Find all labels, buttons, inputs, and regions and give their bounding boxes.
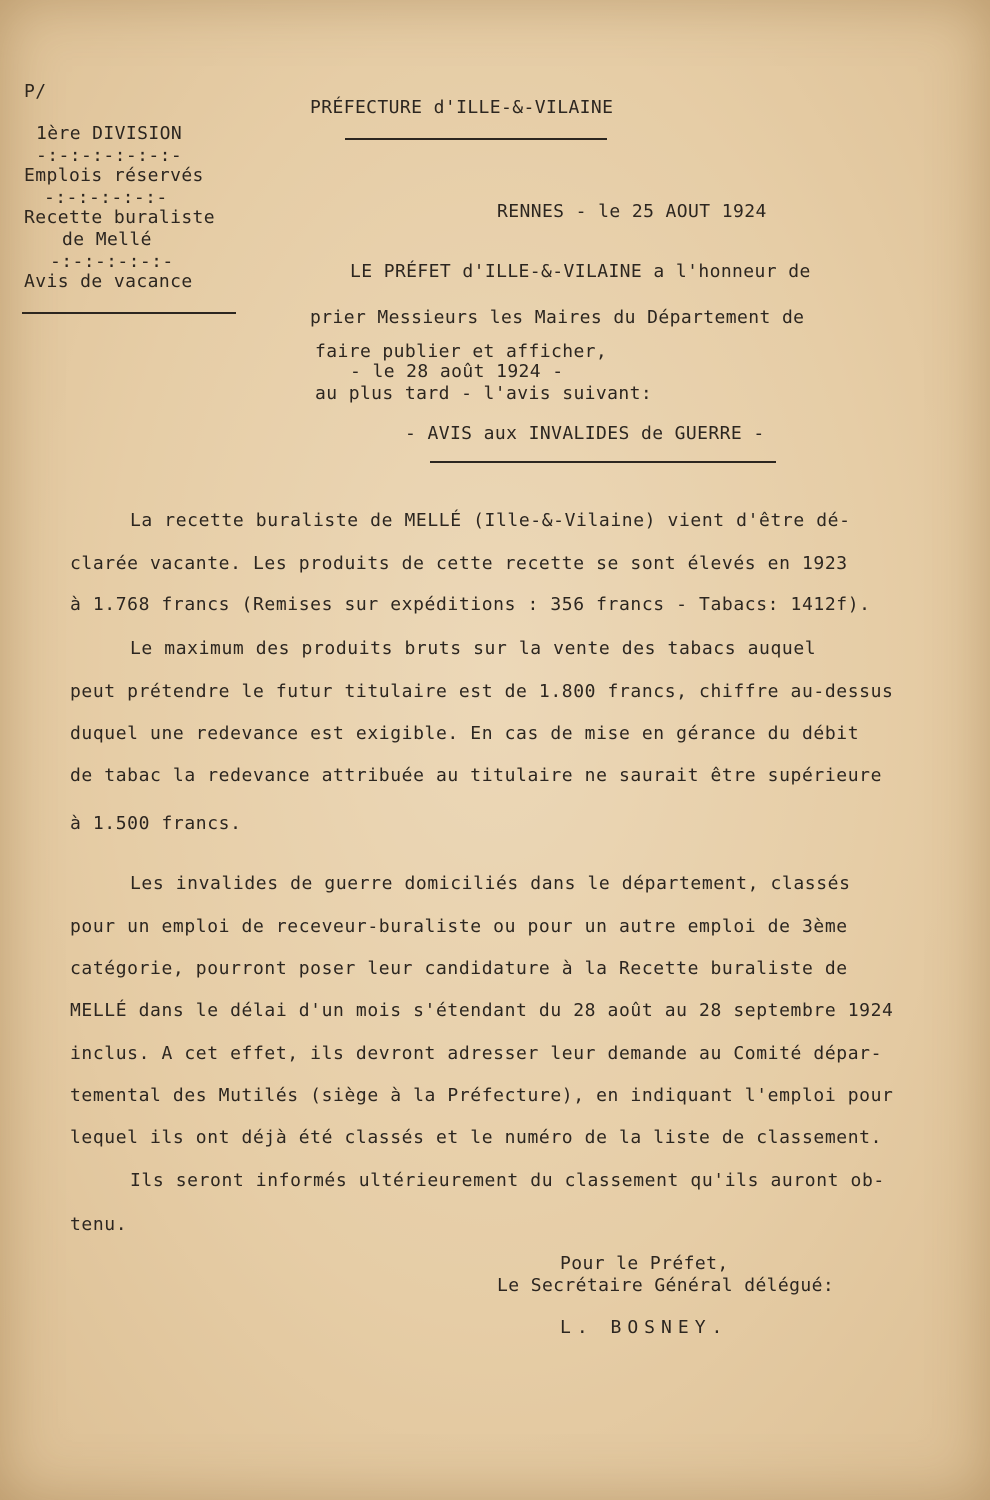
body-line: MELLÉ dans le délai d'un mois s'étendant du 28 août au 28 septembre 1924 <box>70 1000 894 1021</box>
sidebar-separator: -:-:-:-:-:- <box>44 187 168 208</box>
prefecture-heading: PRÉFECTURE d'ILLE-&-VILAINE <box>310 97 614 118</box>
recette-label: Recette buraliste <box>24 207 216 228</box>
avis-label: Avis de vacance <box>24 271 193 292</box>
dateline: RENNES - le 25 AOUT 1924 <box>497 201 767 222</box>
body-line: La recette buraliste de MELLÉ (Ille-&-Vilaine) vient d'être dé- <box>130 510 851 531</box>
intro-line: - le 28 août 1924 - <box>350 361 564 382</box>
intro-line: LE PRÉFET d'ILLE-&-VILAINE a l'honneur de <box>350 261 811 282</box>
sidebar-separator: -:-:-:-:-:- <box>50 251 174 272</box>
body-line: à 1.500 francs. <box>70 813 242 834</box>
intro-line: au plus tard - l'avis suivant: <box>315 383 653 404</box>
body-line: catégorie, pourront poser leur candidature à la Recette buraliste de <box>70 958 848 979</box>
signatory-name: L. BOSNEY. <box>560 1317 729 1338</box>
body-line: temental des Mutilés (siège à la Préfecture), en indiquant l'emploi pour <box>70 1085 894 1106</box>
body-line: Les invalides de guerre domiciliés dans le département, classés <box>130 873 851 894</box>
body-line: Ils seront informés ultérieurement du classement qu'ils auront ob- <box>130 1170 885 1191</box>
reference-mark: P/ <box>24 81 47 102</box>
intro-line: faire publier et afficher, <box>315 341 608 362</box>
division-label: 1ère DIVISION <box>36 123 183 144</box>
sidebar-separator: -:-:-:-:-:-:- <box>36 145 183 166</box>
body-line: tenu. <box>70 1214 128 1235</box>
body-line: Le maximum des produits bruts sur la vente des tabacs auquel <box>130 638 817 659</box>
notice-title-underline <box>430 461 776 463</box>
sidebar-underline <box>22 312 236 314</box>
body-line: clarée vacante. Les produits de cette recette se sont élevés en 1923 <box>70 553 848 574</box>
body-line: lequel ils ont déjà été classés et le numéro de la liste de classement. <box>70 1127 883 1148</box>
body-line: peut prétendre le futur titulaire est de 1.800 francs, chiffre au-dessus <box>70 681 894 702</box>
emplois-label: Emplois réservés <box>24 165 204 186</box>
intro-line: prier Messieurs les Maires du Département de <box>310 307 805 328</box>
signature-line: Pour le Préfet, <box>560 1253 729 1274</box>
body-line: à 1.768 francs (Remises sur expéditions : 356 francs - Tabacs: 1412f). <box>70 594 871 615</box>
body-line: de tabac la redevance attribuée au titulaire ne saurait être supérieure <box>70 765 883 786</box>
notice-title: - AVIS aux INVALIDES de GUERRE - <box>405 423 765 444</box>
body-line: pour un emploi de receveur-buraliste ou pour un autre emploi de 3ème <box>70 916 848 937</box>
commune-label: de Mellé <box>62 229 152 250</box>
heading-underline <box>345 138 607 140</box>
body-line: duquel une redevance est exigible. En cas de mise en gérance du débit <box>70 723 860 744</box>
signature-line: Le Secrétaire Général délégué: <box>497 1275 835 1296</box>
body-line: inclus. A cet effet, ils devront adresser leur demande au Comité dépar- <box>70 1043 883 1064</box>
